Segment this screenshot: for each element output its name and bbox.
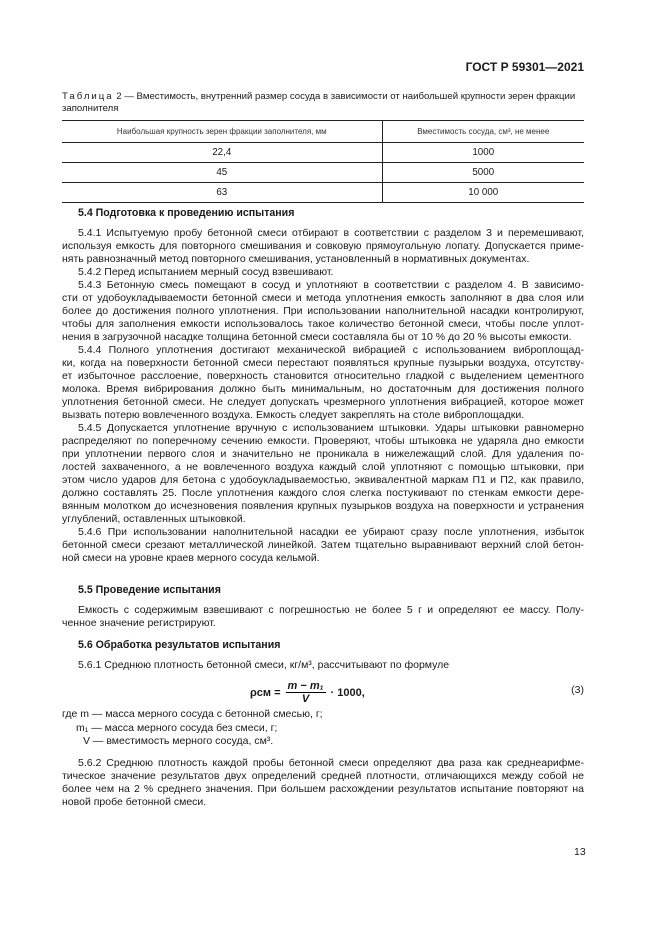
text-line: сти от удобоукладываемости бетонной смеси и метода уплотнения емкость заполняют в два слоя или [62,292,584,304]
text-line: используя емкость для повторного смешивания и совковую прямоугольную лопату. Допускается приме- [62,240,584,252]
table-cell: 45 [62,163,382,183]
density-formula [250,680,365,705]
column-header: Наибольшая крупность зерен фракции заполнителя, мм [62,121,382,143]
formula-lhs: ρсм = [250,686,281,699]
table-row [62,143,584,163]
section-heading-5-6: 5.6 Обработка результатов испытания [78,639,281,651]
caption-text: 2 — Вместимость, внутренний размер сосуда в зависимости от наибольшей крупности зерен фракции [113,91,576,102]
page-number: 13 [574,846,586,858]
text-line: лостей захваченного, а не вовлеченного воздуха каждый слой уплотняют с помощью штыковки, при [62,461,584,473]
text-line: этом число ударов для бетона с удобоукладываемостью, эквивалентной маркам П1 и П2, как правило, [62,474,584,486]
text-line: ки, когда на поверхности бетонной смеси перестают появляться крупные пузырьки воздуха, отсутству- [62,357,584,369]
section-heading-5-5: 5.5 Проведение испытания [78,584,221,596]
table-cell: 10 000 [382,183,584,203]
text-line: распределяют по поперечному сечению емкости. Проверяют, чтобы штыковка не ударяла дно емкости [62,435,584,447]
formula-rhs: · 1000, [330,686,365,699]
text-line: 5.6.2 Среднюю плотность каждой пробы бетонной смеси определяют два раза как среднеарифме- [78,757,584,769]
section-heading-5-4: 5.4 Подготовка к проведению испытания [78,207,295,219]
table-header-row [62,121,584,143]
text-line: Емкость с содержимым взвешивают с погрешностью не более 5 г и определяют ее массу. Полу- [78,604,584,616]
text-line: нения в загрузочной насадке толщина бетонной смеси составляла бы от 10 % до 20 % высоты емкости. [62,331,572,343]
caption-label: Таблица [62,91,114,102]
text-line: вызвать потерю вовлеченного воздуха. Емкость следует закреплять на столе виброплощадки. [62,409,525,421]
column-header: Вместимость сосуда, см³, не менее [382,121,584,143]
text-line: 5.4.3 Бетонную смесь помещают в сосуд и уплотняют в соответствии с разделом 4. В зависимо- [78,279,584,291]
text-line: более до достижения полного уплотнения. При использовании наполнительной насадки контролируют, [62,305,584,317]
formula-denominator: V [301,693,310,705]
caption-text-2: заполнителя [62,103,119,114]
equation-number: (3) [571,684,584,696]
text-line: нять равнозначный метод повторного смешивания, установленный в нормативных документах. [62,253,530,265]
table-row [62,183,584,203]
text-line: тическое значение результатов двух определений средней плотности, отличающихся между собой не [62,770,584,782]
text-line: ченное значение регистрируют. [62,617,216,629]
text-line: 5.4.1 Испытуемую пробу бетонной смеси отбирают в соответствии с разделом 3 и перемешивают, [78,227,584,239]
capacity-table [62,120,584,203]
text-line: 5.4.6 При использовании наполнительной насадки ее убирают сразу после уплотнения, избыток [78,526,584,538]
table-cell: 22,4 [62,143,382,163]
text-line: углублений, оставленных штыковкой. [62,513,246,525]
text-line: молока. Время вибрирования должно быть минимальным, но достаточным для достижения полного [62,383,584,395]
text-line: 5.4.4 Полного уплотнения достигают механической вибрацией с использованием виброплощад- [78,344,584,356]
table-cell: 1000 [382,143,584,163]
table-row [62,163,584,183]
text-line: более чем на 2 % среднего значения. При большем расхождении результатов испытание повторяют на [62,783,584,795]
table-cell: 5000 [382,163,584,183]
text-line: 5.4.5 Допускается уплотнение вручную с использованием штыковки. Удары штыковки равномерно [78,422,584,434]
text-line: бетонной смеси срезают металлической линейкой. Затем тщательно выравнивают верхний слой бетон- [62,539,584,551]
text-line: уплотнения бетонной смеси. Не следует допускать чрезмерного уплотнения вибрацией, которое может [62,396,584,408]
document-header: ГОСТ Р 59301—2021 [465,60,584,74]
text-line: 5.4.2 Перед испытанием мерный сосуд взвешивают. [78,266,334,278]
text-line: ет избыточное расслоение, поверхность становится относительно гладкой с выделением цементного [62,370,584,382]
text-line: при уплотнении первого слоя и значительно не проникала в нижележащий слой. Для удаления по- [62,448,584,460]
formula-numerator: m − m₁ [287,680,324,692]
legend-item: m₁ — масса мерного сосуда без смеси, г; [76,721,278,734]
paragraph-5-6-1: 5.6.1 Среднюю плотность бетонной смеси, кг/м³, рассчитывают по формуле [78,659,450,671]
text-line: вянным молотком до исчезновения появления крупных пузырьков воздуха на поверхности и устранения [62,500,584,512]
text-line: чтобы для заполнения емкости использовалось такое количество бетонной смеси, чтобы после уплот- [62,318,584,330]
legend-item: где m — масса мерного сосуда с бетонной смесью, г; [62,708,323,720]
text-line: новой пробе бетонной смеси. [62,796,207,808]
text-line: ной смеси на уровне краев мерного сосуда кельмой. [62,552,320,564]
text-line: должно составлять 25. После уплотнения каждого слоя слегка постукивают по стенкам емкости дере- [62,487,584,499]
formula-legend [62,708,323,749]
table-caption [62,91,584,115]
table-cell: 63 [62,183,382,203]
formula-fraction [286,680,326,705]
legend-item: V — вместимость мерного сосуда, см³. [83,735,274,747]
